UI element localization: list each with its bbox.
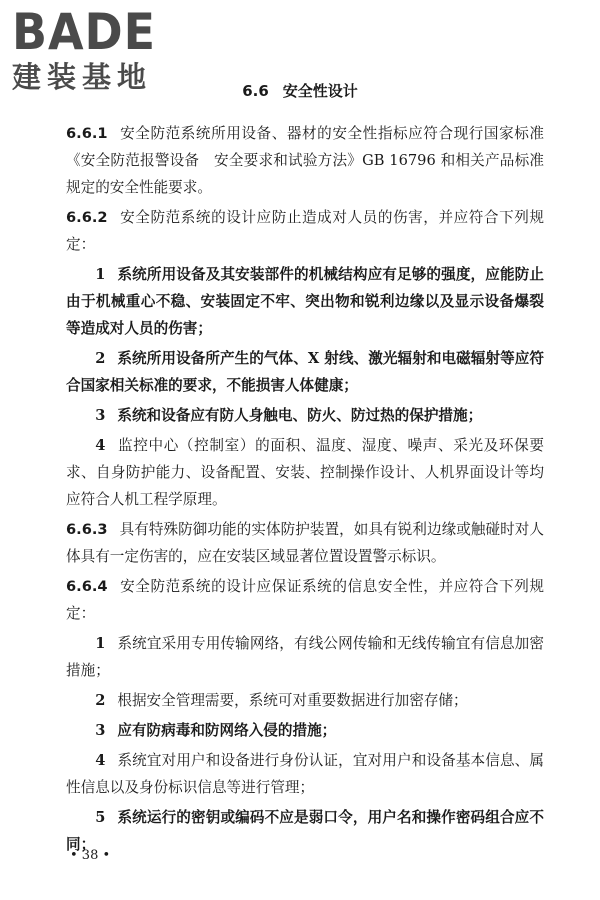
item-6-6-4-2 — [66, 687, 544, 714]
item-text: 系统运行的密钥或编码不应是弱口令，用户名和操作密码组合应不同； — [66, 809, 544, 853]
clause-text: 安全防范系统所用设备、器材的安全性指标应符合现行国家标准《安全防范报警设备 安全要求和试验方法》GB 16796 和相关产品标准规定的安全性能要求。 — [66, 125, 544, 196]
item-6-6-2-1 — [66, 261, 544, 342]
clause-6-6-2 — [66, 204, 544, 258]
item-6-6-4-1 — [66, 630, 544, 684]
item-text: 系统所用设备所产生的气体、X 射线、激光辐射和电磁辐射等应符合国家相关标准的要求，不能损害人体健康； — [66, 350, 544, 394]
item-6-6-4-4 — [66, 747, 544, 801]
section-title: 安全性设计 — [282, 82, 358, 100]
clause-text: 具有特殊防御功能的实体防护装置，如具有锐利边缘或触碰时对人体具有一定伤害的，应在安装区域显著位置设置警示标识。 — [66, 521, 544, 565]
clause-number: 6.6.4 — [66, 578, 108, 595]
document-body — [66, 120, 544, 861]
clause-6-6-4 — [66, 573, 544, 627]
item-6-6-4-5 — [66, 804, 544, 858]
clause-6-6-3 — [66, 516, 544, 570]
item-number: 1 — [95, 635, 106, 652]
item-text: 系统和设备应有防人身触电、防火、防过热的保护措施； — [117, 407, 483, 424]
clause-number: 6.6.2 — [66, 209, 108, 226]
item-6-6-2-2 — [66, 345, 544, 399]
item-text: 系统宜采用专用传输网络，有线公网传输和无线传输宜有信息加密措施； — [66, 635, 544, 679]
item-number: 3 — [95, 407, 106, 424]
section-heading — [0, 80, 600, 101]
item-text: 系统宜对用户和设备进行身份认证，宜对用户和设备基本信息、属性信息以及身份标识信息等进行管理； — [66, 752, 544, 796]
item-number: 4 — [95, 437, 106, 454]
logo-mark: BADE — [12, 3, 156, 61]
item-number: 3 — [95, 722, 106, 739]
page-number: • 38 • — [70, 848, 111, 863]
item-text: 系统所用设备及其安装部件的机械结构应有足够的强度，应能防止由于机械重心不稳、安装固定不牢、突出物和锐利边缘以及显示设备爆裂等造成对人员的伤害； — [66, 266, 544, 337]
item-number: 2 — [95, 692, 106, 709]
clause-6-6-1 — [66, 120, 544, 201]
item-text: 监控中心（控制室）的面积、温度、湿度、噪声、采光及环保要求、自身防护能力、设备配置、安装、控制操作设计、人机界面设计等均应符合人机工程学原理。 — [66, 437, 544, 508]
section-number: 6.6 — [242, 82, 269, 100]
item-text: 根据安全管理需要，系统可对重要数据进行加密存储； — [117, 692, 468, 709]
item-number: 2 — [95, 350, 106, 367]
logo-subtitle: 建装基地 — [12, 60, 153, 94]
clause-text: 安全防范系统的设计应防止造成对人员的伤害，并应符合下列规定： — [66, 209, 544, 253]
clause-text: 安全防范系统的设计应保证系统的信息安全性，并应符合下列规定： — [66, 578, 544, 622]
item-6-6-2-4 — [66, 432, 544, 513]
item-text: 应有防病毒和防网络入侵的措施； — [117, 722, 337, 739]
item-number: 1 — [95, 266, 106, 283]
clause-number: 6.6.1 — [66, 125, 108, 142]
item-6-6-4-3 — [66, 717, 544, 744]
item-6-6-2-3 — [66, 402, 544, 429]
clause-number: 6.6.3 — [66, 521, 108, 538]
item-number: 5 — [95, 809, 106, 826]
item-number: 4 — [95, 752, 106, 769]
